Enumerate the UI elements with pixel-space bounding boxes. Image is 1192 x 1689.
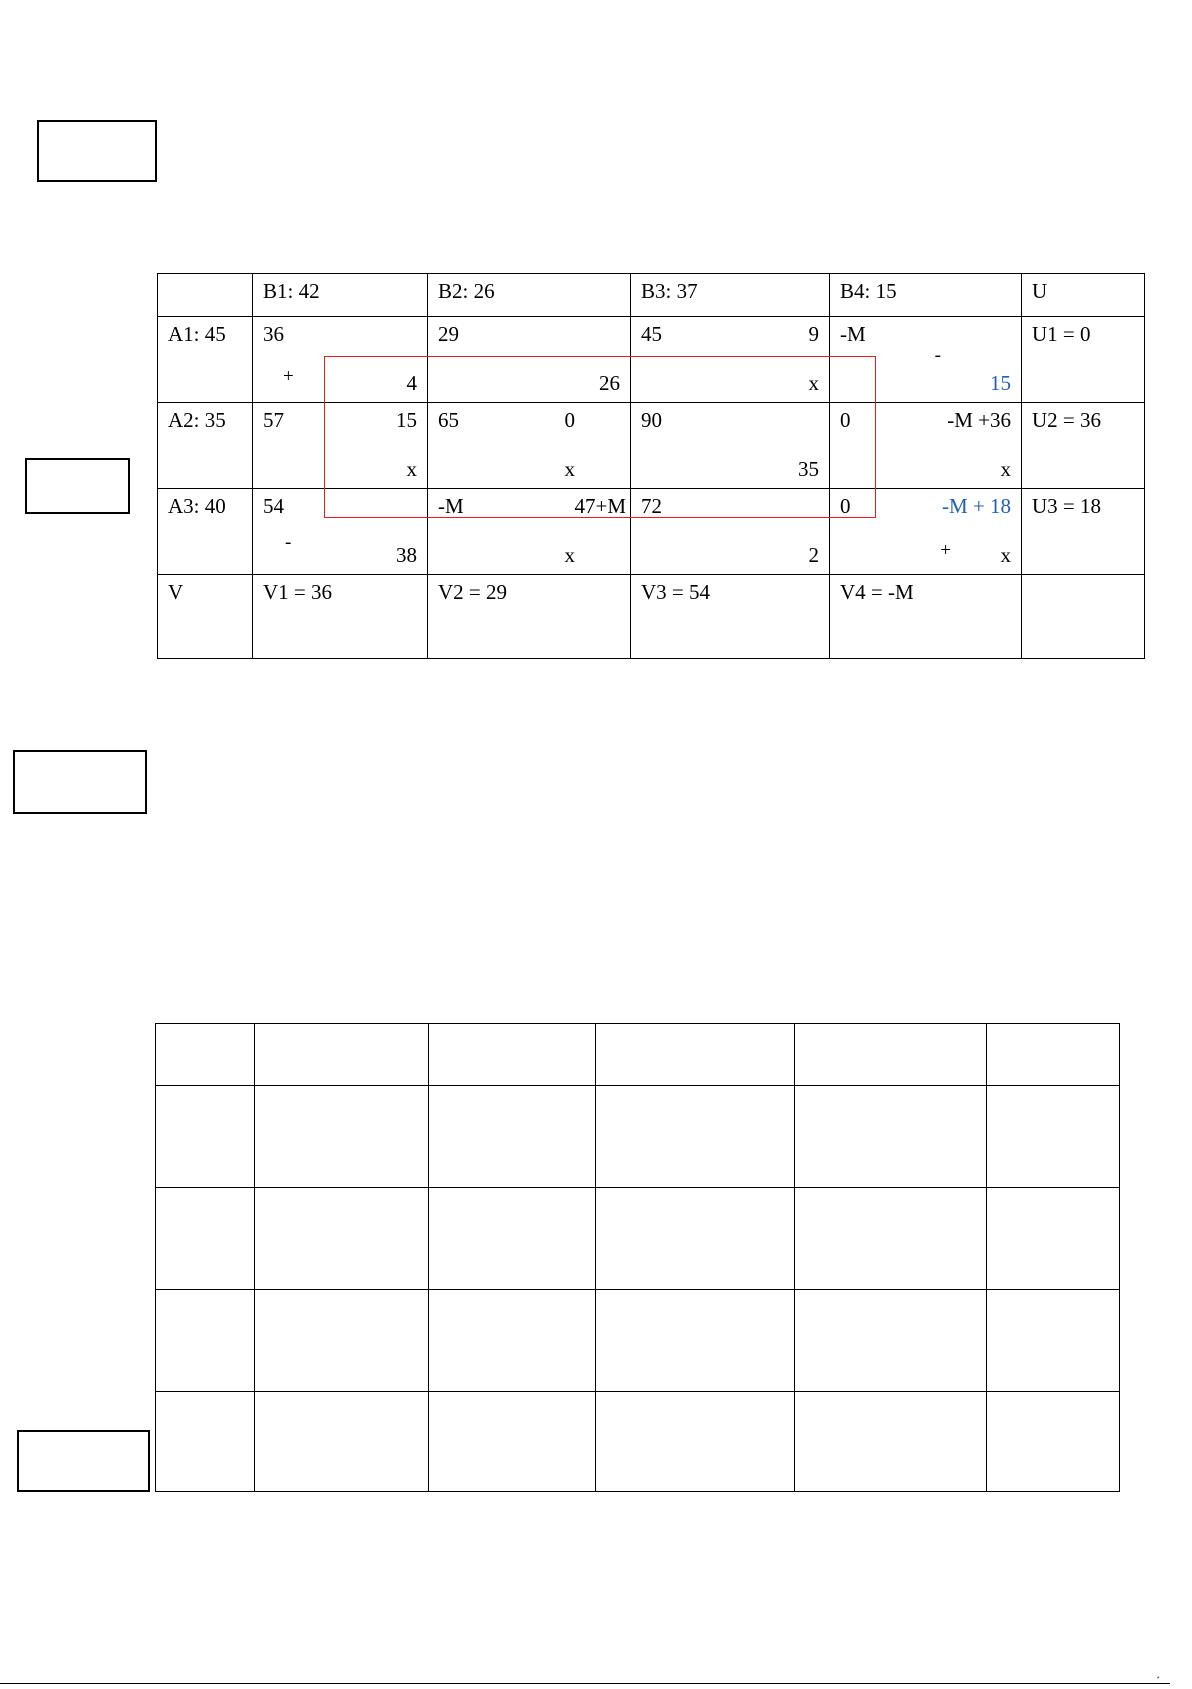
empty-row: [156, 1290, 1120, 1392]
v-value: [253, 575, 428, 659]
cell-a3-b3: [631, 489, 830, 575]
empty-row: [156, 1188, 1120, 1290]
cell-text: A3: 40: [168, 494, 226, 518]
label-box-4: [17, 1430, 150, 1492]
cell-text: U3 = 18: [1032, 494, 1102, 518]
allocation: x: [406, 457, 417, 481]
empty-cell: [255, 1188, 429, 1290]
sign-minus: -: [934, 345, 941, 366]
row-label: [158, 575, 253, 659]
empty-cell: [429, 1392, 596, 1492]
header-b3: [631, 274, 830, 317]
cell-text: V4 = -M: [840, 580, 914, 604]
empty-cell: [156, 1024, 255, 1086]
empty-cell: [795, 1290, 987, 1392]
v-empty: [1022, 575, 1145, 659]
sign-plus: +: [283, 366, 294, 387]
cell-text: B3: 37: [641, 279, 698, 303]
delta: 0: [564, 408, 575, 432]
empty-row: [156, 1024, 1120, 1086]
cell-a1-b1: [253, 317, 428, 403]
empty-cell: [429, 1024, 596, 1086]
cell-text: B4: 15: [840, 279, 897, 303]
empty-cell: [596, 1290, 795, 1392]
cost: -M: [438, 494, 464, 518]
row-a2: [158, 403, 1145, 489]
empty-cell: [596, 1188, 795, 1290]
cost: 65: [438, 408, 459, 432]
cost: 0: [840, 494, 851, 518]
empty-cell: [596, 1086, 795, 1188]
allocation: 15: [990, 371, 1011, 395]
empty-cell: [156, 1392, 255, 1492]
cell-text: B2: 26: [438, 279, 495, 303]
header-row: [158, 274, 1145, 317]
cell-a3-b2: [428, 489, 631, 575]
cell-text: V2 = 29: [438, 580, 508, 604]
header-b1: [253, 274, 428, 317]
sign-minus: -: [285, 532, 292, 553]
allocation: 2: [808, 543, 819, 567]
cost: -M: [840, 322, 866, 346]
empty-cell: [987, 1024, 1120, 1086]
allocation: 35: [798, 457, 819, 481]
allocation: x: [1000, 543, 1011, 567]
row-label: [158, 489, 253, 575]
v-value: [830, 575, 1022, 659]
empty-cell: [795, 1086, 987, 1188]
cost: 72: [641, 494, 662, 518]
allocation: x: [808, 371, 819, 395]
header-b4: [830, 274, 1022, 317]
empty-cell: [255, 1024, 429, 1086]
delta: -M +36: [947, 408, 1011, 432]
cell-text: V3 = 54: [641, 580, 711, 604]
cost: 90: [641, 408, 662, 432]
empty-cell: [795, 1188, 987, 1290]
cell-a1-b4: [830, 317, 1022, 403]
empty-cell: [255, 1290, 429, 1392]
row-a1: [158, 317, 1145, 403]
cell-a2-b3: [631, 403, 830, 489]
label-box-1: [37, 120, 157, 182]
cell-a1-b2: [428, 317, 631, 403]
sign-plus: +: [940, 540, 951, 561]
cell-text: U: [1032, 279, 1048, 303]
empty-cell: [156, 1188, 255, 1290]
corner-mark: ´: [1156, 1674, 1160, 1688]
cell-text: B1: 42: [263, 279, 320, 303]
cell-text: A2: 35: [168, 408, 226, 432]
header-corner: [158, 274, 253, 317]
cell-a2-b1: [253, 403, 428, 489]
cell-a2-b2: [428, 403, 631, 489]
empty-cell: [795, 1024, 987, 1086]
delta: -M + 18: [941, 494, 1011, 518]
cost: 36: [263, 322, 284, 346]
allocation: 4: [406, 371, 417, 395]
cost: 57: [263, 408, 284, 432]
row-label: [158, 403, 253, 489]
empty-cell: [255, 1392, 429, 1492]
empty-table: [155, 1023, 1120, 1492]
cell-a1-b3: [631, 317, 830, 403]
empty-cell: [156, 1290, 255, 1392]
empty-cell: [795, 1392, 987, 1492]
delta: 47+M: [574, 494, 626, 518]
cell-a3-b4: [830, 489, 1022, 575]
transport-table: [157, 273, 1145, 659]
allocation: 38: [396, 543, 417, 567]
empty-cell: [429, 1188, 596, 1290]
row-label: [158, 317, 253, 403]
header-b2: [428, 274, 631, 317]
empty-cell: [255, 1086, 429, 1188]
u-value: [1022, 403, 1145, 489]
empty-row: [156, 1086, 1120, 1188]
delta: 15: [396, 408, 417, 432]
allocation: 26: [599, 371, 620, 395]
u-value: [1022, 489, 1145, 575]
empty-cell: [429, 1086, 596, 1188]
footer-rule: [0, 1683, 1170, 1684]
row-a3: [158, 489, 1145, 575]
allocation: x: [564, 457, 575, 481]
empty-cell: [429, 1290, 596, 1392]
header-u: [1022, 274, 1145, 317]
cell-a2-b4: [830, 403, 1022, 489]
cell-text: V: [168, 580, 184, 604]
empty-row: [156, 1392, 1120, 1492]
allocation: x: [564, 543, 575, 567]
label-box-3: [13, 750, 147, 814]
cost: 0: [840, 408, 851, 432]
u-value: [1022, 317, 1145, 403]
empty-cell: [987, 1086, 1120, 1188]
empty-cell: [156, 1086, 255, 1188]
v-value: [428, 575, 631, 659]
empty-cell: [596, 1392, 795, 1492]
v-value: [631, 575, 830, 659]
v-row: [158, 575, 1145, 659]
cell-a3-b1: [253, 489, 428, 575]
cell-text: U1 = 0: [1032, 322, 1091, 346]
cell-text: U2 = 36: [1032, 408, 1102, 432]
cost: 54: [263, 494, 284, 518]
label-box-2: [25, 458, 130, 514]
cell-text: A1: 45: [168, 322, 226, 346]
delta: 9: [808, 322, 819, 346]
empty-cell: [987, 1392, 1120, 1492]
empty-cell: [596, 1024, 795, 1086]
allocation: x: [1000, 457, 1011, 481]
empty-cell: [987, 1188, 1120, 1290]
empty-cell: [987, 1290, 1120, 1392]
cost: 45: [641, 322, 662, 346]
cost: 29: [438, 322, 459, 346]
cell-text: V1 = 36: [263, 580, 333, 604]
